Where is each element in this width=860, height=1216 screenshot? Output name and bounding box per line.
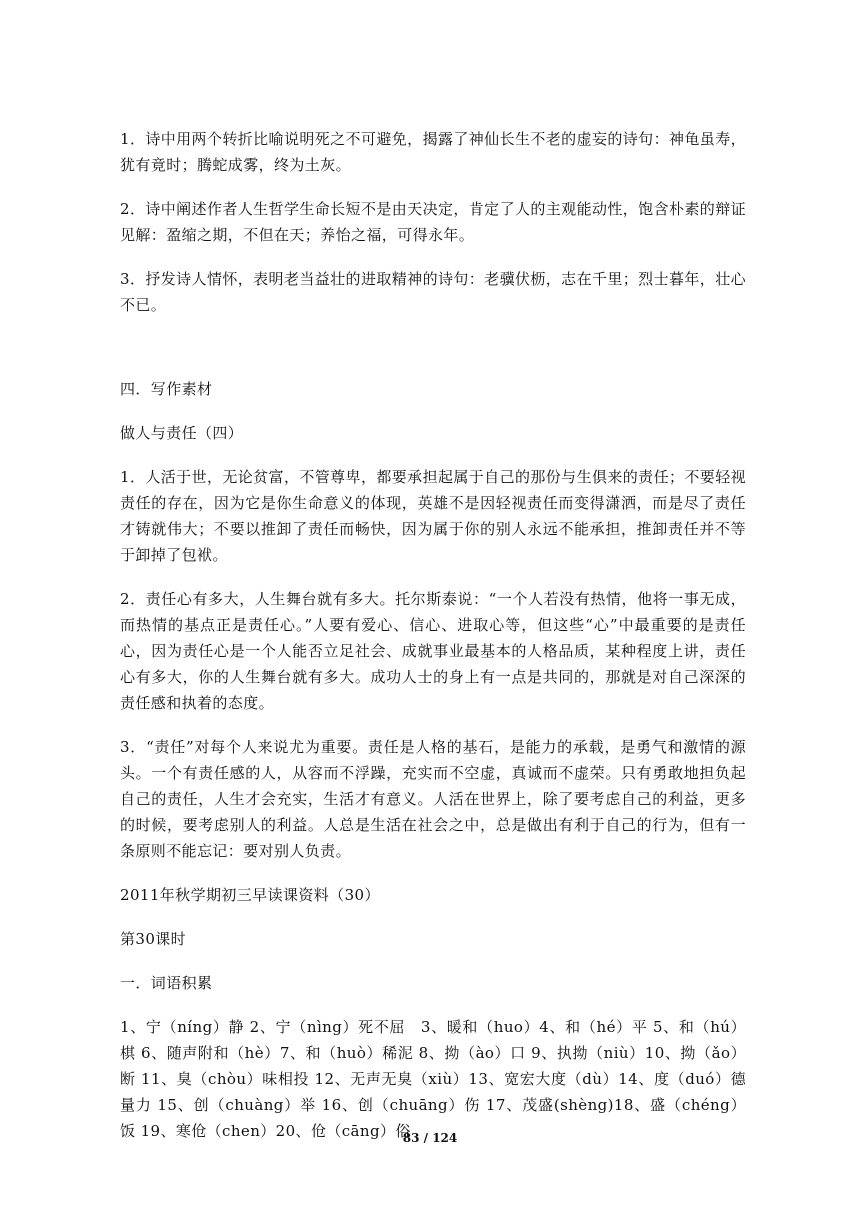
- writing-material-2: 2．责任心有多大，人生舞台就有多大。托尔斯泰说：“一个人若没有热情，他将一事无成，而热情的基点正是责任心。”人要有爱心、信心、进取心等，但这些“心”中最重要的是责任心，因为责任心是一个人能否立足社会、成就事业最基本的人格品质，某种程度上讲，责任心有多大，你的人生舞台就有多大。成功人士的身上有一点是共同的，那就是对自己深深的责任感和执着的态度。: [120, 590, 746, 712]
- poem-note-1: 1．诗中用两个转折比喻说明死之不可避免，揭露了神仙长生不老的虚妄的诗句：神龟虽寿，犹有竟时；腾蛇成雾，终为土灰。: [120, 130, 746, 174]
- lesson-header: 2011年秋学期初三早读课资料（30）: [120, 886, 380, 904]
- vocabulary-list: 1、宁（níng）静 2、宁（nìng）死不屈 3、暖和（huo）4、和（hé）平 5、和（hú）棋 6、随声附和（hè）7、和（huò）稀泥 8、拗（ào）口 9、执拗（niù）10、拗（ǎo）断 11、臭（chòu）味相投 12、无声无臭（xiù）13、宽宏大度（dù）14、度（duó）德量力 15、创（chuàng）举 16、创（chuāng）伤 17、茂盛(shèng)18、盛（chéng）饭 19、寒伧（chen）20、伧（cāng）俗: [120, 1018, 746, 1140]
- page-number: 83 / 124: [402, 1131, 458, 1145]
- section-one-title: 一．词语积累: [120, 974, 213, 992]
- poem-note-2: 2．诗中阐述作者人生哲学生命长短不是由天决定，肯定了人的主观能动性，饱含朴素的辩证见解：盈缩之期，不但在天；养怡之福，可得永年。: [120, 200, 746, 244]
- lesson-number: 第30课时: [120, 930, 187, 948]
- writing-material-1: 1．人活于世，无论贫富，不管尊卑，都要承担起属于自己的那份与生俱来的责任；不要轻视责任的存在，因为它是你生命意义的体现，英雄不是因轻视责任而变得潇洒，而是尽了责任才铸就伟大；不要以推卸了责任而畅快，因为属于你的别人永远不能承担，推卸责任并不等于卸掉了包袱。: [120, 468, 746, 564]
- page-content: [120, 126, 746, 1144]
- poem-note-3: 3．抒发诗人情怀，表明老当益壮的进取精神的诗句：老骥伏枥，志在千里；烈士暮年，壮心不已。: [120, 270, 746, 314]
- subsection-title: 做人与责任（四）: [120, 424, 244, 442]
- writing-material-3: 3．“责任”对每个人来说尤为重要。责任是人格的基石，是能力的承载，是勇气和激情的源头。一个有责任感的人，从容而不浮躁，充实而不空虚，真诚而不虚荣。只有勇敢地担负起自己的责任，人生才会充实，生活才有意义。人活在世界上，除了要考虑自己的利益，更多的时候，要考虑别人的利益。人总是生活在社会之中，总是做出有利于自己的行为，但有一条原则不能忘记：要对别人负责。: [120, 738, 746, 860]
- section-four-title: 四．写作素材: [120, 380, 213, 398]
